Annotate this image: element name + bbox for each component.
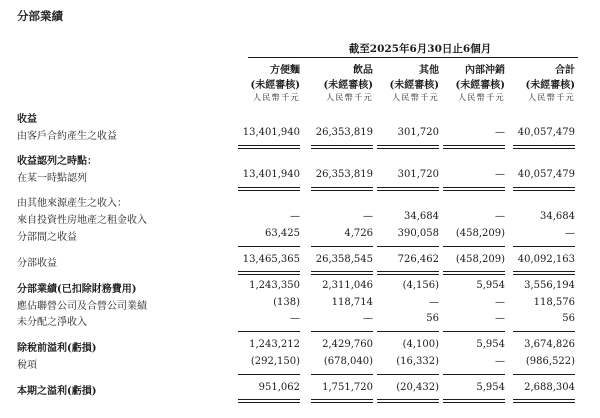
double-rule	[238, 145, 300, 149]
table-row	[0, 254, 600, 270]
double-rule	[377, 187, 439, 191]
double-rule	[443, 399, 505, 403]
column-status-1: (未經審核)	[323, 80, 373, 91]
cell-value: 726,462	[397, 254, 439, 265]
row-label: 收益	[17, 114, 37, 125]
column-name-4: 合計	[555, 65, 575, 76]
cell-value: (678,040)	[323, 356, 373, 367]
cell-value: 26,353,819	[315, 127, 373, 138]
cell-value: —	[429, 297, 439, 308]
single-rule	[238, 374, 300, 375]
row-label: 來自投資性房地產之租金收入	[17, 215, 147, 226]
single-rule	[377, 331, 439, 332]
table-row	[0, 110, 600, 126]
single-rule	[443, 246, 505, 247]
cell-value: 5,954	[476, 280, 505, 291]
column-name-1: 飲品	[353, 65, 373, 76]
column-unit-2: 人民幣千元	[392, 93, 439, 102]
header-line-name	[0, 61, 600, 75]
double-rule	[377, 145, 439, 149]
period-underline	[248, 57, 578, 58]
cell-value: 1,751,720	[322, 382, 373, 393]
single-rule	[311, 374, 373, 375]
cell-value: —	[363, 211, 373, 222]
double-rule	[311, 399, 373, 403]
cell-value: 40,057,479	[517, 127, 575, 138]
cell-value: 2,429,760	[322, 339, 373, 350]
double-rule	[311, 187, 373, 191]
double-rule	[377, 271, 439, 275]
cell-value: —	[495, 297, 505, 308]
table-row	[0, 127, 600, 143]
single-rule	[443, 331, 505, 332]
single-rule	[513, 374, 575, 375]
cell-value: (16,332)	[396, 356, 439, 367]
cell-value: —	[495, 211, 505, 222]
section-title: 分部業績	[17, 9, 63, 23]
single-rule	[311, 246, 373, 247]
row-label: 稅項	[17, 360, 37, 371]
period-header: 截至2025年6月30日止6個月	[348, 43, 492, 55]
cell-value: 34,684	[404, 211, 439, 222]
cell-value: —	[290, 211, 300, 222]
column-status-3: (未經審核)	[455, 80, 505, 91]
single-rule	[377, 374, 439, 375]
cell-value: —	[495, 127, 505, 138]
header-line-unit	[0, 92, 600, 106]
table-row	[0, 211, 600, 227]
double-rule	[513, 145, 575, 149]
cell-value: 3,556,194	[524, 280, 575, 291]
cell-value: —	[495, 169, 505, 180]
row-label: 除稅前溢利(虧損)	[17, 343, 97, 354]
cell-value: 2,311,046	[322, 280, 373, 291]
row-label: 由客戶合約產生之收益	[17, 131, 117, 142]
cell-value: 26,353,819	[315, 169, 373, 180]
cell-value: 951,062	[258, 382, 300, 393]
column-status-2: (未經審核)	[389, 80, 439, 91]
double-rule	[513, 271, 575, 275]
column-status-4: (未經審核)	[525, 80, 575, 91]
cell-value: 13,465,365	[242, 254, 300, 265]
cell-value: 13,401,940	[242, 169, 300, 180]
double-rule	[311, 271, 373, 275]
double-rule	[443, 145, 505, 149]
row-label: 分部收益	[17, 258, 57, 269]
table-row	[0, 382, 600, 398]
cell-value: 26,358,545	[315, 254, 373, 265]
cell-value: 118,576	[533, 297, 575, 308]
double-rule	[377, 399, 439, 403]
cell-value: (292,150)	[250, 356, 300, 367]
single-rule	[513, 246, 575, 247]
cell-value: —	[565, 228, 575, 239]
cell-value: 13,401,940	[242, 127, 300, 138]
cell-value: —	[290, 313, 300, 324]
cell-value: 5,954	[476, 382, 505, 393]
table-row	[0, 313, 600, 329]
double-rule	[443, 271, 505, 275]
cell-value: 63,425	[265, 228, 300, 239]
cell-value: (20,432)	[396, 382, 439, 393]
cell-value: —	[363, 313, 373, 324]
single-rule	[238, 331, 300, 332]
column-unit-1: 人民幣千元	[326, 93, 373, 102]
row-label: 未分配之淨收入	[17, 317, 87, 328]
row-label: 本期之溢利(虧損)	[17, 386, 97, 397]
cell-value: (4,156)	[402, 280, 439, 291]
cell-value: 301,720	[397, 169, 439, 180]
cell-value: 3,674,826	[524, 339, 575, 350]
cell-value: 56	[426, 313, 439, 324]
double-rule	[238, 399, 300, 403]
single-rule	[513, 331, 575, 332]
cell-value: 301,720	[397, 127, 439, 138]
cell-value: —	[495, 313, 505, 324]
double-rule	[513, 399, 575, 403]
double-rule	[238, 187, 300, 191]
cell-value: 56	[562, 313, 575, 324]
double-rule	[311, 145, 373, 149]
row-label: 由其他來源產生之收入：	[17, 198, 127, 209]
cell-value: (4,100)	[402, 339, 439, 350]
column-unit-4: 人民幣千元	[528, 93, 575, 102]
single-rule	[238, 246, 300, 247]
table-row	[0, 169, 600, 185]
cell-value: 1,243,350	[249, 280, 300, 291]
cell-value: 2,688,304	[524, 382, 575, 393]
cell-value: (138)	[273, 297, 300, 308]
column-name-3: 內部沖銷	[465, 65, 505, 76]
row-label: 應佔聯營公司及合營公司業績	[17, 301, 147, 312]
cell-value: (458,209)	[455, 254, 505, 265]
cell-value: (986,522)	[525, 356, 575, 367]
row-label: 分部間之收益	[17, 232, 77, 243]
cell-value: 34,684	[540, 211, 575, 222]
column-status-0: (未經審核)	[250, 80, 300, 91]
cell-value: 118,714	[331, 297, 373, 308]
cell-value: 5,954	[476, 339, 505, 350]
cell-value: 4,726	[344, 228, 373, 239]
cell-value: 40,057,479	[517, 169, 575, 180]
double-rule	[443, 187, 505, 191]
table-row	[0, 356, 600, 372]
column-name-2: 其他	[419, 65, 439, 76]
single-rule	[443, 374, 505, 375]
row-label: 收益認列之時點：	[17, 156, 97, 167]
double-rule	[238, 271, 300, 275]
single-rule	[311, 331, 373, 332]
double-rule	[513, 187, 575, 191]
single-rule	[377, 246, 439, 247]
row-label: 分部業績(已扣除財務費用)	[17, 284, 137, 295]
column-unit-3: 人民幣千元	[458, 93, 505, 102]
column-name-0: 方便麵	[270, 65, 300, 76]
table-row	[0, 194, 600, 210]
header-line-status	[0, 76, 600, 90]
cell-value: (458,209)	[455, 228, 505, 239]
table-row	[0, 152, 600, 168]
table-row	[0, 280, 600, 296]
column-unit-0: 人民幣千元	[253, 93, 300, 102]
table-row	[0, 228, 600, 244]
cell-value: 1,243,212	[249, 339, 300, 350]
cell-value: 40,092,163	[517, 254, 575, 265]
row-label: 在某一時點認列	[17, 173, 87, 184]
table-row	[0, 339, 600, 355]
cell-value: —	[495, 356, 505, 367]
cell-value: 390,058	[397, 228, 439, 239]
table-row	[0, 297, 600, 313]
